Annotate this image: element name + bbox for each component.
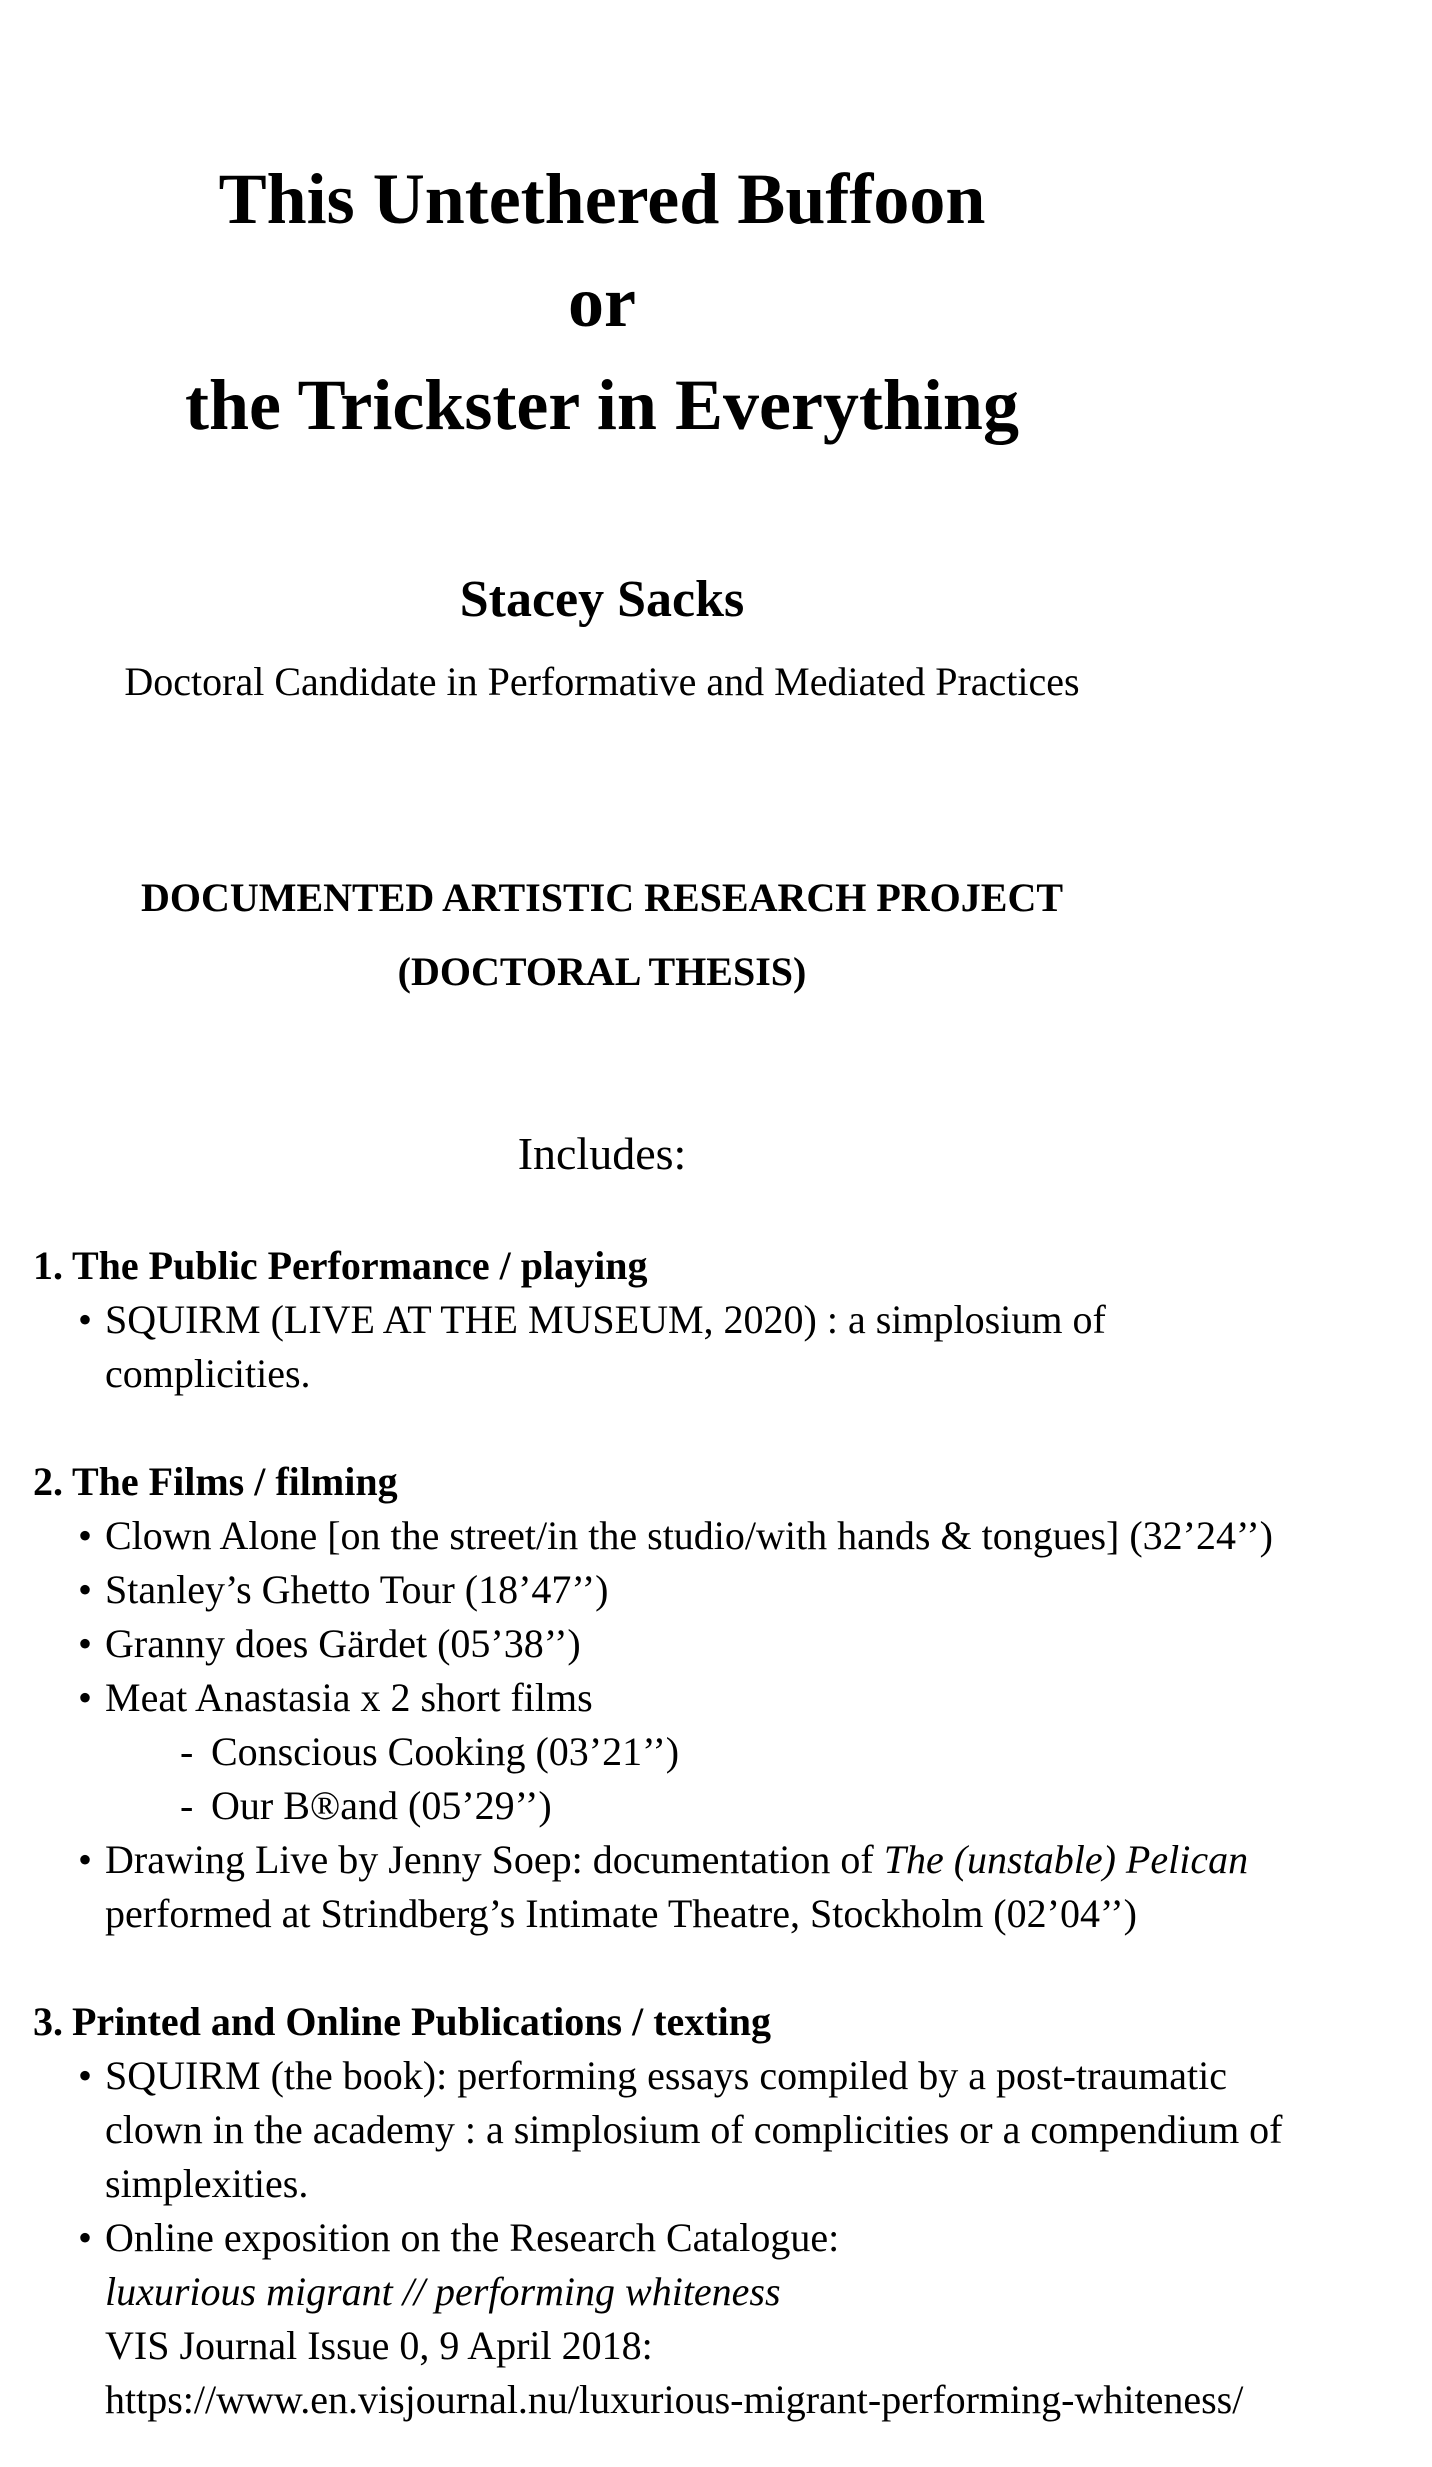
list-item: [33, 1671, 1285, 1725]
project-type: [0, 861, 1204, 1009]
section-heading-text: The Films / filming: [72, 1459, 398, 1504]
list-item-text: [105, 1567, 608, 1612]
section: [33, 1455, 1285, 1941]
section: [33, 1995, 1285, 2427]
list-item: [33, 1509, 1285, 1563]
bullet-icon: •: [78, 1675, 93, 1720]
title-line-3: the Trickster in Everything: [185, 365, 1019, 445]
list-item-text: [105, 1297, 1106, 1396]
bullet-icon: •: [78, 1297, 93, 1342]
includes-label: Includes:: [517, 1128, 687, 1179]
bullet-icon: •: [78, 1837, 93, 1882]
text-segment: Meat Anastasia x 2 short films: [105, 1675, 593, 1720]
list-item: [33, 1293, 1285, 1401]
list-item: [33, 1563, 1285, 1617]
section-heading: [33, 1995, 1285, 2049]
bullet-icon: •: [78, 1621, 93, 1666]
list-item-text: [105, 1837, 1248, 1936]
list-item: [33, 1725, 1285, 1779]
text-segment: Drawing Live by Jenny Soep: documentation of: [105, 1837, 884, 1882]
section-number: 1.: [33, 1243, 63, 1288]
bullet-icon: •: [78, 2215, 93, 2260]
text-segment: SQUIRM (the book): performing essays compiled by a post-traumatic clown in the academy : a simplosium of complicities or a compendium of simplexities.: [105, 2053, 1283, 2206]
text-segment: Online exposition on the Research Catalogue:: [105, 2215, 840, 2260]
bullet-icon: •: [78, 2053, 93, 2098]
text-segment: VIS Journal Issue 0, 9 April 2018:: [105, 2323, 653, 2368]
section-heading-text: Printed and Online Publications / texting: [72, 1999, 771, 2044]
text-segment: SQUIRM (LIVE AT THE MUSEUM, 2020) : a simplosium of complicities.: [105, 1297, 1106, 1396]
text-segment: Conscious Cooking (03’21’’): [211, 1729, 680, 1774]
list-item: [33, 1779, 1285, 1833]
text-segment: Granny does Gärdet (05’38’’): [105, 1621, 581, 1666]
section-heading: [33, 1455, 1285, 1509]
list-item-text: [105, 1675, 593, 1720]
section-heading: [33, 1239, 1285, 1293]
list-item-text: [105, 2053, 1283, 2206]
document-title: [0, 148, 1204, 457]
list-item-text: [105, 1513, 1273, 1558]
author-name: Stacey Sacks: [459, 571, 745, 628]
project-line-1: DOCUMENTED ARTISTIC RESEARCH PROJECT: [140, 875, 1064, 920]
title-line-1: This Untethered Buffoon: [218, 159, 986, 239]
text-segment: Our B®and (05’29’’): [211, 1783, 552, 1828]
section-number: 2.: [33, 1459, 63, 1504]
author-role: Doctoral Candidate in Performative and Mediated Practices: [124, 659, 1080, 704]
section: [33, 1239, 1285, 1401]
project-line-2: (DOCTORAL THESIS): [397, 949, 807, 994]
section-number: 3.: [33, 1999, 63, 2044]
section-heading-text: The Public Performance / playing: [72, 1243, 648, 1288]
list-item-text: [105, 2215, 1243, 2422]
list-item-text: [211, 1783, 552, 1828]
text-segment: https://www.en.visjournal.nu/luxurious-migrant-performing-whiteness/: [105, 2377, 1244, 2422]
list-item: [33, 1833, 1285, 1941]
bullet-icon: •: [78, 1513, 93, 1558]
list-item-text: [211, 1729, 679, 1774]
sections: [33, 1239, 1285, 2427]
list-item: [33, 2211, 1285, 2427]
title-line-2: or: [568, 262, 636, 342]
text-segment: Clown Alone [on the street/in the studio/with hands & tongues] (32’24’’): [105, 1513, 1273, 1558]
hero-block: [0, 148, 1204, 1181]
bullet-icon: •: [78, 1567, 93, 1612]
list-item: [33, 2049, 1285, 2211]
list-item: [33, 1617, 1285, 1671]
dash-icon: -: [180, 1729, 194, 1774]
italic-text-segment: The (unstable) Pelican: [883, 1837, 1249, 1882]
italic-text-segment: luxurious migrant // performing whiteness: [105, 2269, 781, 2314]
list-item-text: [105, 1621, 581, 1666]
text-segment: Stanley’s Ghetto Tour (18’47’’): [105, 1567, 609, 1612]
dash-icon: -: [180, 1783, 194, 1828]
text-segment: performed at Strindberg’s Intimate Theatre, Stockholm (02’04’’): [105, 1891, 1137, 1936]
